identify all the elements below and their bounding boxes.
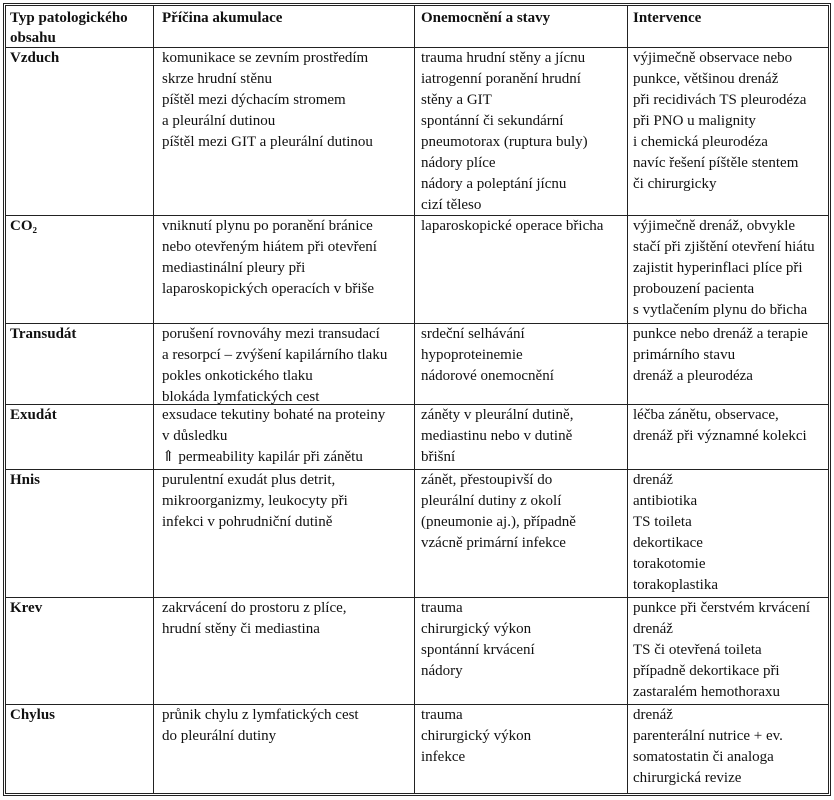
cell-line: iatrogenní poranění hrudní xyxy=(421,71,581,87)
cell-line: hrudní stěny či mediastina xyxy=(162,621,320,637)
cell-conditions xyxy=(415,48,628,216)
cell-type xyxy=(6,405,154,470)
cell-line: antibiotika xyxy=(633,493,698,509)
content-type-label: Krev xyxy=(10,600,43,616)
cell-line: parenterální nutrice + ev. xyxy=(633,728,783,744)
cell-line: somatostatin či analoga xyxy=(633,749,774,765)
header-label: Typ patologického xyxy=(10,10,128,26)
cell-conditions xyxy=(415,405,628,470)
cell-line: s vytlačením plynu do břicha xyxy=(633,302,808,318)
cell-line: spontánní či sekundární xyxy=(421,113,564,129)
cell-line: při recidivách TS pleurodéza xyxy=(633,92,807,108)
cell-line: probouzení pacienta xyxy=(633,281,755,297)
cell-line: trauma xyxy=(421,600,463,616)
cell-type xyxy=(6,324,154,405)
cell-line: komunikace se zevním prostředím xyxy=(162,50,369,66)
cell-line: navíc řešení píštěle stentem xyxy=(633,155,799,171)
cell-type xyxy=(6,598,154,705)
cell-line: skrze hrudní stěnu xyxy=(162,71,272,87)
cell-intervention xyxy=(628,324,828,405)
cell-line: stačí při zjištění otevření hiátu xyxy=(633,239,815,255)
content-type-label: Exudát xyxy=(10,407,57,423)
cell-line: při PNO u malignity xyxy=(633,113,756,129)
cell-line: drenáž xyxy=(633,472,673,488)
cell-line: trauma xyxy=(421,707,463,723)
cell-type xyxy=(6,705,154,793)
cell-line: exsudace tekutiny bohaté na proteiny xyxy=(162,407,386,423)
cell-line: do pleurální dutiny xyxy=(162,728,277,744)
cell-cause xyxy=(154,705,415,793)
cell-line: zajistit hyperinflaci plíce při xyxy=(633,260,803,276)
cell-line: nebo otevřeným hiátem při otevření xyxy=(162,239,377,255)
header-conditions xyxy=(415,6,628,48)
cell-line: torakotomie xyxy=(633,556,706,572)
cell-line: nádory plíce xyxy=(421,155,496,171)
cell-line: drenáž xyxy=(633,707,673,723)
cell-line: punkce při čerstvém krvácení xyxy=(633,600,811,616)
header-label: Onemocnění a stavy xyxy=(421,10,551,26)
cell-line: punkce, většinou drenáž xyxy=(633,71,779,87)
content-type-label: Vzduch xyxy=(10,50,60,66)
cell-line: zánět, přestoupivší do xyxy=(421,472,553,488)
cell-line: a pleurální dutinou xyxy=(162,113,276,129)
header-cause xyxy=(154,6,415,48)
cell-cause xyxy=(154,48,415,216)
cell-type xyxy=(6,216,154,324)
cell-line: porušení rovnováhy mezi transudací xyxy=(162,326,380,342)
cell-line: píštěl mezi dýchacím stromem xyxy=(162,92,346,108)
cell-cause xyxy=(154,405,415,470)
cell-line: pleurální dutiny z okolí xyxy=(421,493,562,509)
cell-line: v důsledku xyxy=(162,428,228,444)
cell-cause xyxy=(154,598,415,705)
cell-line: léčba zánětu, observace, xyxy=(633,407,779,423)
cell-intervention xyxy=(628,598,828,705)
cell-line: (pneumonie aj.), případně xyxy=(421,514,576,530)
cell-line: primárního stavu xyxy=(633,347,736,363)
cell-line: cizí těleso xyxy=(421,197,482,213)
cell-line: chirurgický výkon xyxy=(421,728,532,744)
cell-intervention xyxy=(628,470,828,598)
cell-line: zastaralém hemothoraxu xyxy=(633,684,781,700)
cell-line: hypoproteinemie xyxy=(421,347,523,363)
cell-line: torakoplastika xyxy=(633,577,718,593)
cell-line: či chirurgicky xyxy=(633,176,717,192)
cell-conditions xyxy=(415,598,628,705)
cell-line: drenáž při významné kolekci xyxy=(633,428,807,444)
cell-line: mediastinální pleury při xyxy=(162,260,306,276)
content-type-label: Transudát xyxy=(10,326,77,342)
cell-line: laparoskopické operace břicha xyxy=(421,218,604,234)
content-type-label: CO₂ xyxy=(10,218,37,234)
cell-intervention xyxy=(628,705,828,793)
content-type-label: Hnis xyxy=(10,472,41,488)
cell-line: pokles onkotického tlaku xyxy=(162,368,313,384)
cell-cause xyxy=(154,324,415,405)
cell-line: nádory xyxy=(421,663,463,679)
cell-line: nádory a poleptání jícnu xyxy=(421,176,567,192)
cell-line: ⇑ permeability kapilár při zánětu xyxy=(162,449,363,465)
cell-line: vzácně primární infekce xyxy=(421,535,566,551)
cell-line: břišní xyxy=(421,449,456,465)
header-intervention xyxy=(628,6,828,48)
cell-line: purulentní exudát plus detrit, xyxy=(162,472,336,488)
cell-line: výjimečně drenáž, obvykle xyxy=(633,218,796,234)
header-label: Intervence xyxy=(633,10,702,26)
cell-line: drenáž a pleurodéza xyxy=(633,368,753,384)
cell-line: zakrvácení do prostoru z plíce, xyxy=(162,600,347,616)
cell-line: TS či otevřená toileta xyxy=(633,642,762,658)
cell-conditions xyxy=(415,216,628,324)
cell-line: TS toileta xyxy=(633,514,692,530)
cell-line: i chemická pleurodéza xyxy=(633,134,768,150)
cell-line: chirurgická revize xyxy=(633,770,742,786)
cell-line: drenáž xyxy=(633,621,673,637)
cell-line: spontánní krvácení xyxy=(421,642,535,658)
cell-line: trauma hrudní stěny a jícnu xyxy=(421,50,586,66)
cell-line: pneumotorax (ruptura buly) xyxy=(421,134,588,150)
cell-line: průnik chylu z lymfatických cest xyxy=(162,707,359,723)
header-type xyxy=(6,6,154,48)
cell-line: srdeční selhávání xyxy=(421,326,525,342)
pathological-content-table xyxy=(3,3,831,796)
cell-line: případně dekortikace při xyxy=(633,663,780,679)
content-type-label: Chylus xyxy=(10,707,56,723)
cell-line: laparoskopických operacích v břiše xyxy=(162,281,374,297)
cell-intervention xyxy=(628,216,828,324)
cell-line: stěny a GIT xyxy=(421,92,492,108)
cell-line: infekci v pohrudniční dutině xyxy=(162,514,333,530)
cell-line: píštěl mezi GIT a pleurální dutinou xyxy=(162,134,373,150)
cell-intervention xyxy=(628,405,828,470)
cell-line: punkce nebo drenáž a terapie xyxy=(633,326,808,342)
header-label: obsahu xyxy=(10,30,56,46)
cell-conditions xyxy=(415,705,628,793)
cell-cause xyxy=(154,470,415,598)
cell-line: vniknutí plynu po poranění bránice xyxy=(162,218,373,234)
cell-intervention xyxy=(628,48,828,216)
cell-line: infekce xyxy=(421,749,466,765)
cell-line: blokáda lymfatických cest xyxy=(162,389,320,405)
cell-line: nádorové onemocnění xyxy=(421,368,554,384)
cell-type xyxy=(6,48,154,216)
cell-line: výjimečně observace nebo xyxy=(633,50,793,66)
cell-line: záněty v pleurální dutině, xyxy=(421,407,574,423)
cell-line: mikroorganizmy, leukocyty při xyxy=(162,493,348,509)
cell-conditions xyxy=(415,470,628,598)
cell-line: a resorpcí – zvýšení kapilárního tlaku xyxy=(162,347,388,363)
cell-cause xyxy=(154,216,415,324)
cell-conditions xyxy=(415,324,628,405)
header-label: Příčina akumulace xyxy=(162,10,283,26)
cell-line: chirurgický výkon xyxy=(421,621,532,637)
cell-type xyxy=(6,470,154,598)
cell-line: mediastinu nebo v dutině xyxy=(421,428,573,444)
cell-line: dekortikace xyxy=(633,535,703,551)
